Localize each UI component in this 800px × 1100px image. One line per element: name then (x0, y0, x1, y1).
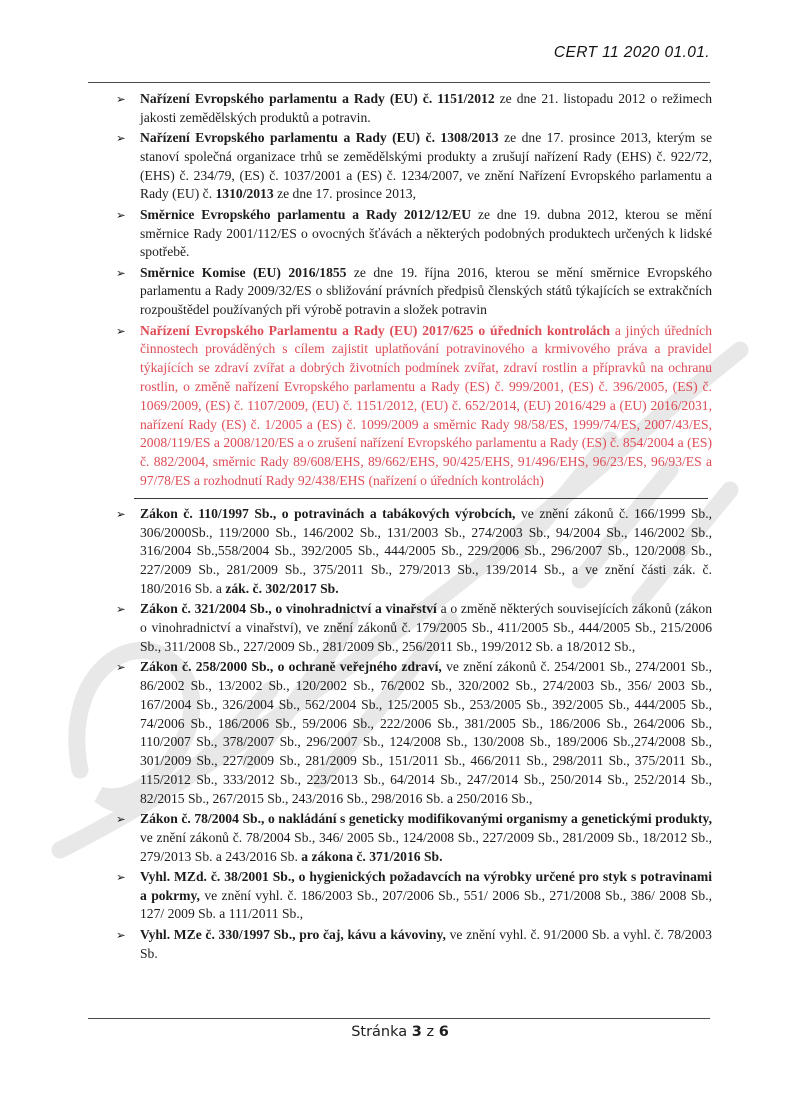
list-item (116, 129, 712, 204)
list-item (116, 926, 712, 964)
total-page-number: 6 (438, 1024, 449, 1040)
footer-of-label: z (426, 1024, 435, 1040)
list-item-text: Směrnice Evropského parlamentu a Rady 2012/12/EU ze dne 19. dubna 2012, kterou se mění směrnice Rady 2001/112/ES o ovocných šťávách a některých podobných produktech určených k lidské spotřebě. (140, 206, 713, 260)
list-item-text: Nařízení Evropského parlamentu a Rady (EU) č. 1151/2012 ze dne 21. listopadu 2012 o režimech jakosti zemědělských produktů a potravin. (140, 91, 712, 125)
arrow-bullet-icon: ➢ (116, 929, 126, 942)
arrow-bullet-icon: ➢ (116, 325, 126, 338)
list-item-text: Zákon č. 78/2004 Sb., o nakládání s geneticky modifikovanými organismy a genetickými produkty, ve znění zákonů č. 78/2004 Sb., 346/ 2005 Sb., 124/2008 Sb., 227/2009 Sb., 281/2009 Sb., 18/2012 Sb., 279/2013 Sb. a 243/2016 Sb. a zákona č. 371/2016 Sb. (140, 810, 712, 864)
list-item (116, 90, 712, 128)
list-item-text: Směrnice Komise (EU) 2016/1855 ze dne 19. října 2016, kterou se mění směrnice Evropského parlamentu a Rady 2009/32/ES o sbližování právních předpisů členských států týkajících se extrakčních rozpouštědel používaných při výrobě potravin a složek potravin (140, 264, 712, 318)
arrow-bullet-icon: ➢ (116, 662, 126, 675)
section-divider-line (134, 498, 708, 499)
list-item-text: Vyhl. MZe č. 330/1997 Sb., pro čaj, kávu a kávoviny, ve znění vyhl. č. 91/2000 Sb. a vyhl. č. 78/2003 Sb. (140, 926, 712, 961)
list-item (116, 264, 712, 320)
list-item (116, 600, 712, 656)
list-item-text: Zákon č. 321/2004 Sb., o vinohradnictví a vinařství a o změně některých souvisejících zákonů (zákon o vinohradnictví a vinařství), ve znění zákonů č. 179/2005 Sb., 411/2005 Sb., 444/2005 Sb., 215/2006 Sb., 311/2008 Sb., 227/2009 Sb., 281/2009 Sb., 256/2011 Sb., 199/2012 Sb. a 18/2012 Sb., (140, 601, 712, 654)
list-item-text: Nařízení Evropského Parlamentu a Rady (EU) 2017/625 o úředních kontrolách a jiných úředních činnostech prováděných s cílem zajistit uplatňování potravinového a krmivového práva a pravidel týkajících se zdraví zvířat a dobrých životních podmínek zvířat, zdraví rostlin a přípravků na ochranu rostlin, o změně nařízení Evropského parlamentu a Rady (ES) č. 999/2001, (ES) č. 396/2005, (ES) č. 1069/2009, (ES) č. 1107/2009, (EU) č. 1151/2012, (EU) č. 652/2014, (EU) 2016/429 a (EU) 2016/2031, nařízení Rady (ES) č. 1/2005 a (ES) č. 1099/2009 a směrnic Rady 98/58/ES, 1999/74/ES, 2007/43/ES, 2008/119/ES a 2008/120/ES a o zrušení nařízení Evropského parlamentu a Rady (ES) č. 854/2004 a (ES) č. 882/2004, směrnic Rady 89/608/EHS, 89/662/EHS, 90/425/EHS, 91/496/EHS, 96/23/ES, 96/93/ES a 97/78/ES a rozhodnutí Rady 92/438/EHS (nařízení o úředních kontrolách) (140, 322, 712, 488)
national-legislation-list (116, 505, 712, 964)
list-item (116, 868, 712, 924)
footer-label: Stránka (351, 1024, 408, 1040)
eu-legislation-list (116, 90, 712, 491)
arrow-bullet-icon: ➢ (116, 209, 126, 222)
arrow-bullet-icon: ➢ (116, 508, 126, 521)
page-number-footer (0, 1024, 800, 1040)
arrow-bullet-icon: ➢ (116, 604, 126, 617)
list-item-text: Vyhl. MZd. č. 38/2001 Sb., o hygienických požadavcích na výrobky určené pro styk s potravinami a pokrmy, ve znění vyhl. č. 186/2003 Sb., 207/2006 Sb., 551/ 2006 Sb., 271/2008 Sb., 386/ 2008 Sb., 127/ 2009 Sb. a 111/2011 Sb., (140, 868, 712, 922)
list-item-text: Zákon č. 110/1997 Sb., o potravinách a tabákových výrobcích, ve znění zákonů č. 166/1999 Sb., 306/2000Sb., 119/2000 Sb., 146/2002 Sb., 131/2003 Sb., 274/2003 Sb., 94/2004 Sb., 146/2002 Sb., 316/2004 Sb.,558/2004 Sb., 392/2005 Sb., 444/2005 Sb., 229/2006 Sb., 296/2007 Sb., 120/2008 Sb., 227/2009 Sb., 281/2009 Sb., 375/2011 Sb., 279/2013 Sb., 139/2014 Sb., a ve znění části zák. č. 180/2016 Sb. a zák. č. 302/2017 Sb. (140, 505, 712, 596)
list-item (116, 505, 712, 599)
arrow-bullet-icon: ➢ (116, 813, 126, 826)
list-item (116, 206, 712, 262)
list-item-text: Nařízení Evropského parlamentu a Rady (EU) č. 1308/2013 ze dne 17. prosince 2013, kterým se stanoví společná organizace trhů se zemědělskými produkty a zrušují nařízení Rady (EHS) č. 922/72, (EHS) č. 234/79, (ES) č. 1037/2001 a (ES) č. 1234/2007, ve znění Nařízení Evropského parlamentu a Rady (EU) č. 1310/2013 ze dne 17. prosince 2013, (140, 130, 713, 202)
list-item (116, 810, 712, 866)
arrow-bullet-icon: ➢ (116, 133, 126, 146)
document-id-header: CERT 11 2020 01.01. (553, 44, 710, 61)
current-page-number: 3 (411, 1024, 422, 1040)
list-item (116, 658, 712, 808)
arrow-bullet-icon: ➢ (116, 267, 126, 280)
arrow-bullet-icon: ➢ (116, 94, 126, 106)
header-divider-line (88, 82, 710, 83)
document-body (116, 90, 712, 965)
arrow-bullet-icon: ➢ (116, 871, 126, 884)
list-item-text: Zákon č. 258/2000 Sb., o ochraně veřejného zdraví, ve znění zákonů č. 254/2001 Sb., 274/2001 Sb., 86/2002 Sb., 13/2002 Sb., 120/2002 Sb., 76/2002 Sb., 320/2002 Sb., 274/2003 Sb., 356/ 2003 Sb., 167/2004 Sb., 326/2004 Sb., 562/2004 Sb., 125/2005 Sb., 253/2005 Sb., 392/2005 Sb., 444/2005 Sb., 74/2006 Sb., 186/2006 Sb., 59/2006 Sb., 222/2006 Sb., 381/2005 Sb., 186/2006 Sb., 264/2006 Sb., 110/2007 Sb., 378/2007 Sb., 296/2007 Sb., 124/2008 Sb., 130/2008 Sb., 189/2006 Sb.,274/2008 Sb., 301/2009 Sb., 227/2009 Sb., 281/2009 Sb., 151/2011 Sb., 466/2011 Sb., 298/2011 Sb., 375/2011 Sb., 115/2012 Sb., 333/2012 Sb., 223/2013 Sb., 64/2014 Sb., 247/2014 Sb., 250/2014 Sb., 252/2014 Sb., 82/2015 Sb., 267/2015 Sb., 243/2016 Sb., 298/2016 Sb. a 250/2016 Sb., (140, 659, 713, 806)
list-item (116, 322, 712, 491)
footer-divider-line (88, 1018, 710, 1019)
